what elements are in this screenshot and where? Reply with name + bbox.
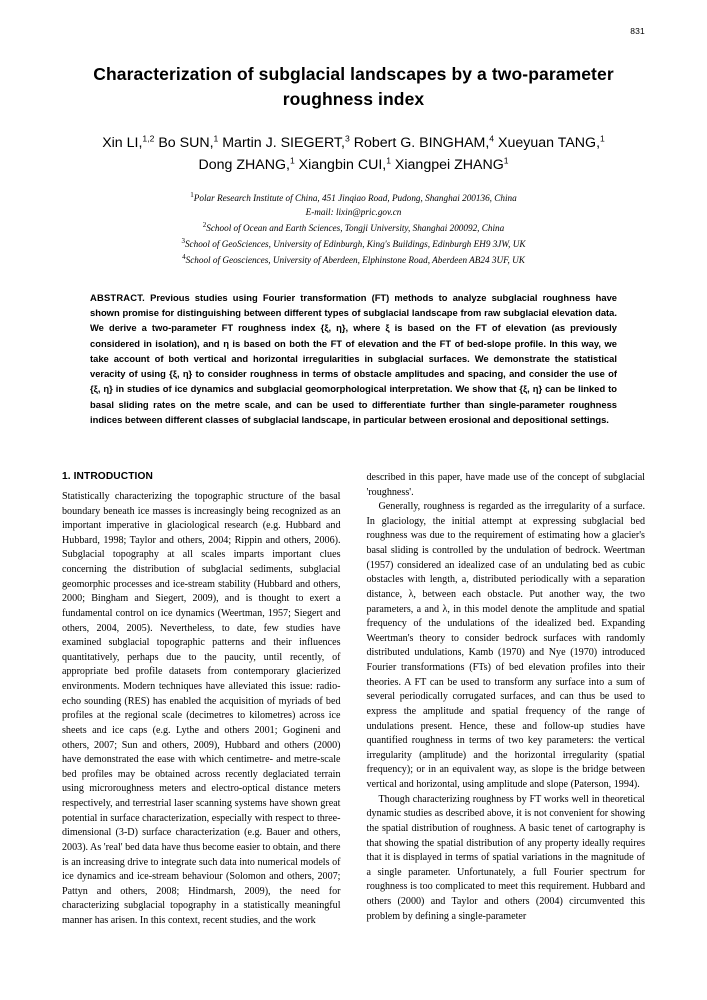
paragraph: Statistically characterizing the topographic structure of the basal boundary beneath ice masses is increasingly being recognized as an important imperative in glaciological research (e.g. Hubbard and Hubbard, 1998; Taylor and others, 2004; Rippin and others, 2006). Subglacial topography at all scales imparts important clues concerning the distribution of subglacial sediments, subglacial geomorphic processes and ice-stream stability (Hubbard and others, 2000; Bingham and Siegert, 2009), and is thought to exert a fundamental control on ice dynamics (Weertman, 1957; Siegert and others, 2004, 2005). Nevertheless, to date, few studies have examined subglacial topographic patterns and their influences quantitatively, perhaps due to the paucity, until recently, of appropriate bed profile datasets from contemporary glacierized environments. Modern techniques have alleviated this issue: radio-echo sounding (RES) has enabled the acquisition of myriads of bed profiles at the regional scale (decimetres to kilometres) across ice sheets and ice caps (e.g. Lythe and others 2001; Gogineni and others, 2007; Sun and others, 2009), Hubbard and others (2000) have demonstrated the ease with which centimetre- and metre-scale bed profiles may be obtained across recently deglaciated terrain using microroughness meters and electro-optical distance meters respectively, and terrestrial laser scanning systems have shown great potential in surface characterization, especially with respect to three-dimensional (3-D) surface characterization (e.g. Bauer and others, 2003). As 'real' bed data have thus become easier to obtain, and there is an increasing drive to integrate such data into numerical models of ice dynamics and ice-stream behaviour (Solomon and others, 2007; Pattyn and others, 2008; Hindmarsh, 2009), the need for characterizing subglacial topography in a statistically meaningful manner has arisen. In this context, recent studies, and the work: [62, 490, 341, 927]
author-line-2: Dong ZHANG,$^1$ Xiangbin CUI,$^1$ Xiangpei ZHANG$^1$: [198, 154, 509, 173]
affiliation-2: $^2$School of Ocean and Earth Sciences, Tongji University, Shanghai 200092, China: [202, 220, 505, 233]
paragraph: Though characterizing roughness by FT works well in theoretical dynamic studies as described above, it is not convenient for showing the spatial distribution of roughness. A basic tenet of cartography is that showing the spatial distribution of any property ideally requires that it is displayed in terms of spatial variations in the magnitude of a single parameter. Unfortunately, a full Fourier spectrum for roughness is too complicated to meet this requirement. Hubbard and others (2000) and Taylor and others (2004) circumvented this problem by defining a single-parameter: [366, 793, 645, 922]
body-columns: [62, 471, 645, 929]
paragraph: described in this paper, have made use of the concept of subglacial 'roughness'.: [366, 471, 645, 498]
affiliation-1: $^1$Polar Research Institute of China, 451 Jinqiao Road, Pudong, Shanghai 200136, China: [190, 190, 517, 203]
affiliation-block: [62, 190, 645, 268]
affiliation-3: $^3$School of GeoSciences, University of Edinburgh, King's Buildings, Edinburgh EH9 3JW, UK: [181, 236, 526, 249]
section-heading-introduction: 1. INTRODUCTION: [62, 470, 153, 482]
author-line-1: Xin LI,$^{1,2}$ Bo SUN,$^1$ Martin J. SIEGERT,$^3$ Robert G. BINGHAM,$^4$ Xueyuan TANG,$^1$: [102, 132, 605, 151]
paragraph: Generally, roughness is regarded as the irregularity of a surface. In glaciology, the initial attempt at expressing subglacial bed roughness was due to the requirement of estimating how a glacier's basal sliding is controlled by the undulation of bedrock. Weertman (1957) considered an idealized case of an undulating bed as cubic obstacles with length, a, distributed periodically with a separation distance, λ, between each obstacle. Put another way, the two parameters, a and λ, in this model denote the amplitude and spatial frequency of the undulations of the idealized bed. Expanding Weertman's theory to consider bedrock surfaces with randomly distributed undulations, Kamb (1970) and Nye (1970) introduced Fourier transformations (FTs) of bed elevation profiles into their theories. A FT can be used to transform any surface into a sum of several periodically corrugated surfaces, and can thus be used to express the amplitude and spatial frequency of the range of undulations present. Hence, these and follow-up studies have quantified roughness in terms of two key parameters: the vertical irregularity (amplitude) and the horizontal irregularity (spatial frequency); or in an equivalent way, as slope is the bridge between vertical and horizontal, using amplitude and slope (Paterson, 1994).: [366, 501, 645, 791]
affiliation-email: E-mail: lixin@pric.gov.cn: [305, 206, 402, 217]
abstract-text: Previous studies using Fourier transformation (FT) methods to analyze subglacial roughness have shown promise for distinguishing between different types of subglacial landscape from raw subglacial elevation data. We derive a two-parameter FT roughness index {ξ, η}, where ξ is based on the FT of elevation (as previously considered in isolation), and η is based on both the FT of elevation and the FT of bed-slope profile. In this way, we take account of both vertical and horizontal irregularities in subglacial surfaces. We demonstrate the statistical veracity of using {ξ, η} to consider roughness in terms of obstacle amplitudes and spacing, and consider the use of {ξ, η} in studies of ice dynamics and subglacial geomorphological interpretation. We show that {ξ, η} can be linked to basal sliding rates on the metre scale, and can be used to differentiate further than single-parameter roughness indices between different classes of subglacial landscape, in particular between erosional and depositional settings.: [90, 291, 617, 425]
affiliation-4: $^4$School of Geosciences, University of Aberdeen, Elphinstone Road, Aberdeen AB24 3UF, UK: [182, 252, 525, 265]
page-title: Characterization of subglacial landscapes by a two-parameter roughness index: [93, 64, 614, 109]
page-number: 831: [630, 26, 645, 36]
column-left: [62, 471, 341, 929]
author-list: [62, 132, 645, 176]
abstract-label: ABSTRACT.: [90, 291, 145, 303]
column-right: [367, 471, 646, 929]
abstract: [90, 290, 617, 427]
